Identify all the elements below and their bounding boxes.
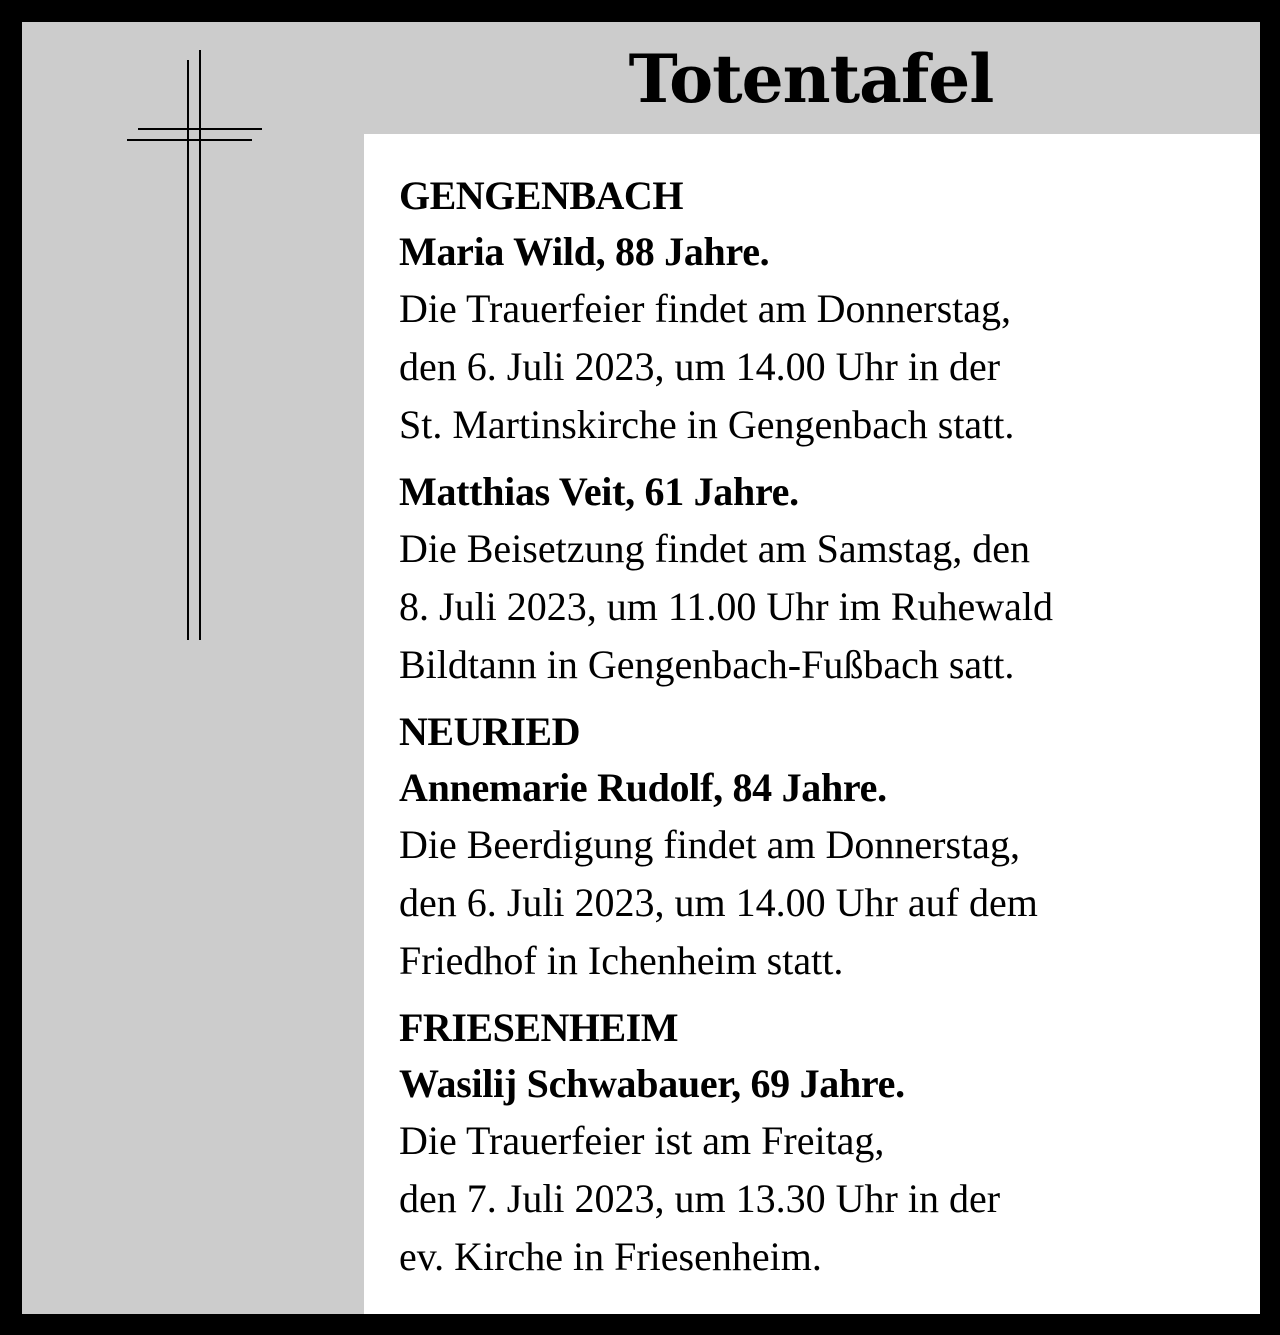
service-text-line: St. Martinskirche in Gengenbach statt.: [399, 402, 1015, 447]
obituary-entry: [399, 224, 1260, 454]
deceased-name: Annemarie Rudolf, 84 Jahre.: [399, 765, 887, 810]
service-text-line: Bildtann in Gengenbach-Fußbach satt.: [399, 642, 1015, 687]
service-text-line: Die Beisetzung findet am Samstag, den: [399, 526, 1030, 571]
obituary-section-gengenbach: [399, 168, 1260, 694]
service-text-line: den 7. Juli 2023, um 13.30 Uhr in der: [399, 1176, 1001, 1221]
obituary-entry: [399, 1056, 1260, 1286]
service-text-line: Friedhof in Ichenheim statt.: [399, 938, 844, 983]
obituary-section-neuried: [399, 704, 1260, 990]
obituary-panel: [22, 22, 1260, 1314]
obituary-entry: [399, 760, 1260, 990]
place-heading: FRIESENHEIM: [399, 1005, 678, 1050]
service-text-line: den 6. Juli 2023, um 14.00 Uhr auf dem: [399, 880, 1038, 925]
service-text-line: Die Trauerfeier ist am Freitag,: [399, 1118, 885, 1163]
obituary-list: [364, 134, 1260, 1314]
obituary-entry: [399, 464, 1260, 694]
service-text-line: 8. Juli 2023, um 11.00 Uhr im Ruhewald: [399, 584, 1054, 629]
service-text-line: Die Beerdigung findet am Donnerstag,: [399, 822, 1020, 867]
place-heading: GENGENBACH: [399, 173, 683, 218]
deceased-name: Wasilij Schwabauer, 69 Jahre.: [399, 1061, 905, 1106]
service-text-line: Die Trauerfeier findet am Donnerstag,: [399, 286, 1012, 331]
service-text-line: ev. Kirche in Friesenheim.: [399, 1234, 822, 1279]
obituary-section-friesenheim: [399, 1000, 1260, 1286]
place-heading: NEURIED: [399, 709, 580, 754]
cross-icon: [122, 50, 272, 640]
deceased-name: Maria Wild, 88 Jahre.: [399, 229, 770, 274]
service-text-line: den 6. Juli 2023, um 14.00 Uhr in der: [399, 344, 1001, 389]
deceased-name: Matthias Veit, 61 Jahre.: [399, 469, 799, 514]
page-title: Totentafel: [628, 40, 994, 118]
